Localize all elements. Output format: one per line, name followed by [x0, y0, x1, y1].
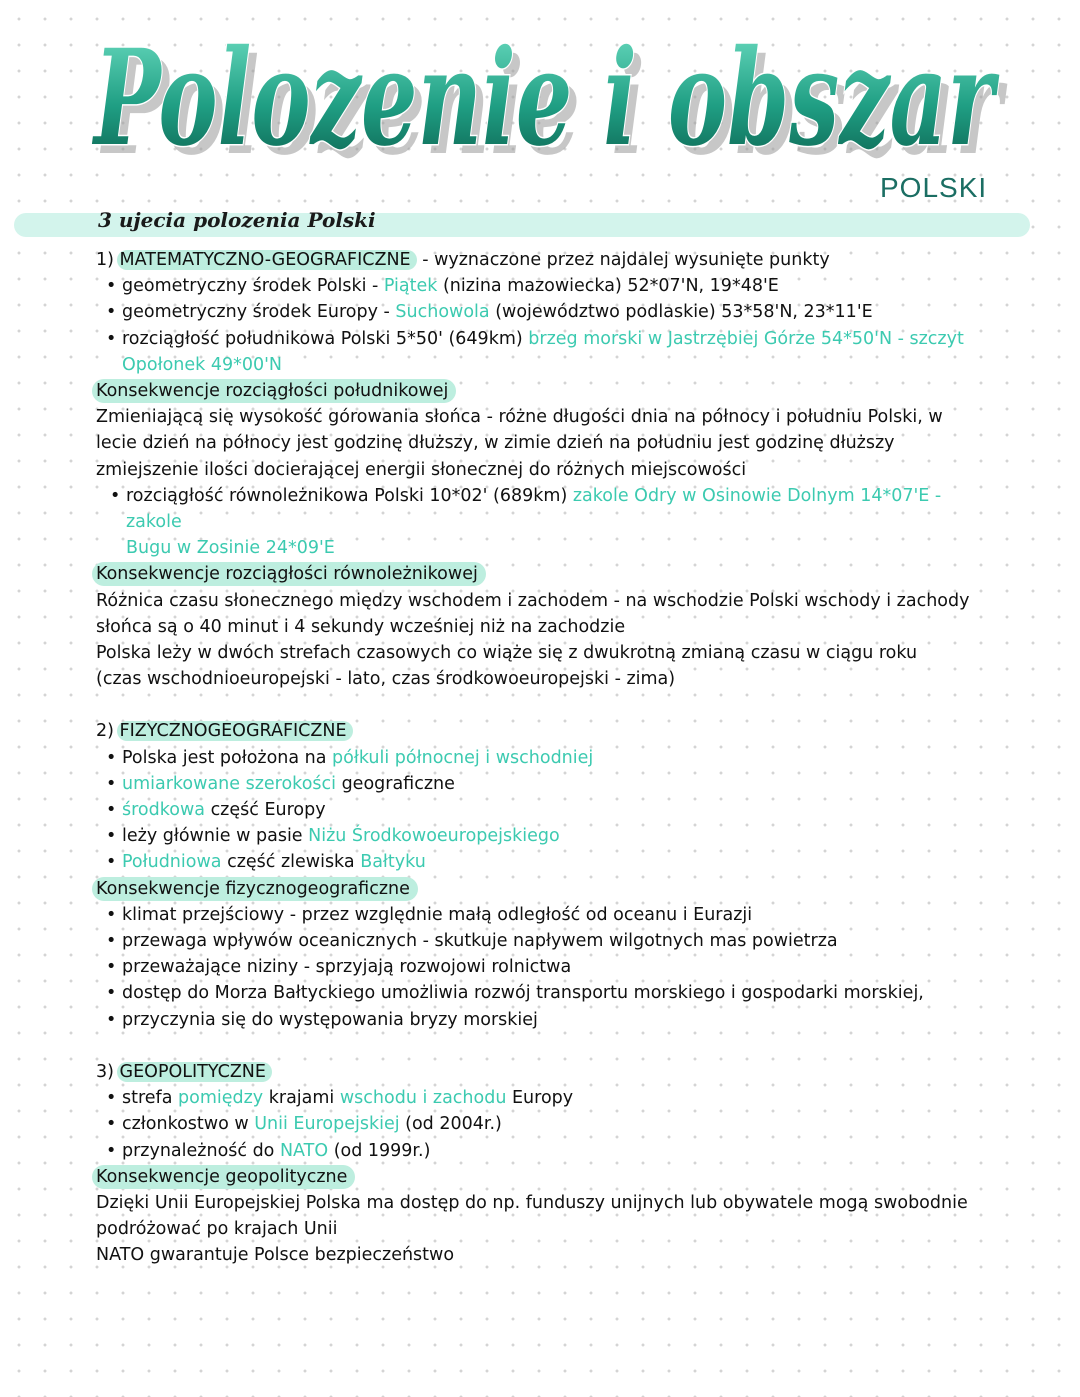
- consequences-heading: Konsekwencje rozciągłości południkowej: [92, 379, 456, 403]
- list-item: • Polska jest położona na półkuli północnej i wschodniej: [106, 745, 996, 771]
- paragraph-line: podróżować po krajach Unii: [96, 1219, 338, 1240]
- list-item: • przeważające niziny - sprzyjają rozwojowi rolnictwa: [106, 954, 996, 980]
- title-suffix: POLSKI: [880, 172, 988, 203]
- consequences-heading: Konsekwencje rozciągłości równoleżnikowej: [92, 562, 486, 586]
- notes-content: [96, 247, 996, 1269]
- list-item: • przynależność do NATO (od 1999r.): [106, 1138, 996, 1164]
- paragraph-line: zmiejszenie ilości docierającej energii słonecznej do różnych miejscowości: [96, 459, 747, 480]
- section-number: 2): [96, 721, 114, 742]
- consequences-heading: Konsekwencje fizycznogeograficzne: [92, 877, 418, 901]
- paragraph-line: Polska leży w dwóch strefach czasowych co wiąże się z dwukrotną zmianą czasu w ciągu roku: [96, 643, 918, 664]
- section-number: 1): [96, 250, 114, 270]
- paragraph-line: Zmieniającą się wysokość górowania słońca - różne długości dnia na północy i południu Polski, w: [96, 407, 943, 428]
- section-3-heading: GEOPOLITYCZNE: [117, 1062, 272, 1082]
- paragraph-line: lecie dzień na północy jest godzinę dłuższy, w zimie dzień na południu jest godzinę dłuższy: [96, 433, 895, 454]
- page-title-lettering: [78, 18, 1018, 208]
- section-3-list: [96, 1085, 996, 1164]
- consequences-heading: Konsekwencje geopolityczne: [92, 1165, 355, 1189]
- paragraph-line: NATO gwarantuje Polsce bezpieczeństwo: [96, 1245, 455, 1266]
- list-item: • Południowa część zlewiska Bałtyku: [106, 849, 996, 875]
- section-2-consequences-list: [96, 902, 996, 1033]
- section-1-list: [96, 273, 996, 378]
- list-item: • dostęp do Morza Bałtyckiego umożliwia rozwój transportu morskiego i gospodarki morskiej,: [106, 980, 996, 1006]
- page-title: [78, 18, 1018, 208]
- list-item: • rozciągłość południkowa Polski 5*50' (649km) brzeg morski w Jastrzębiej Górze 54*50'N - szczyt Opołonek 49*00'N: [106, 326, 996, 378]
- paragraph-line: słońca są o 40 minut i 4 sekundy wcześniej niż na zachodzie: [96, 616, 626, 637]
- section-2-heading-line: [96, 718, 996, 744]
- svg-text:Polozenie i obszar: Polozenie i obszar: [91, 21, 1000, 176]
- list-item: • rozciągłość równoleżnikowa Polski 10*02' (689km) zakole Odry w Osinowie Dolnym 14*07'E - zakole Bugu w Zosinie 24*09'E: [110, 483, 996, 562]
- paragraph-line: Różnica czasu słonecznego między wschodem i zachodem - na wschodzie Polski wschody i zachody: [96, 590, 970, 611]
- section-1-description: - wyznaczone przez najdalej wysunięte punkty: [416, 250, 830, 270]
- svg-text:Polozenie i obszar: Polozenie i obszar: [99, 30, 1008, 185]
- section-1-list-2: [96, 483, 996, 562]
- section-1-heading: MATEMATYCZNO-GEOGRAFICZNE: [117, 250, 417, 270]
- list-item: • geometryczny środek Polski - Piątek (nizina mazowiecka) 52*07'N, 19*48'E: [106, 273, 996, 299]
- list-item: • umiarkowane szerokości geograficzne: [106, 771, 996, 797]
- section-2-list: [96, 745, 996, 876]
- section-1-heading-line: [96, 247, 996, 273]
- subtitle: 3 ujecia polozenia Polski: [98, 208, 376, 232]
- list-item: • klimat przejściowy - przez względnie małą odległość od oceanu i Eurazji: [106, 902, 996, 928]
- list-item: • przyczynia się do występowania bryzy morskiej: [106, 1007, 996, 1033]
- paragraph-line: Dzięki Unii Europejskiej Polska ma dostęp do np. funduszy unijnych lub obywatele mogą swobodnie: [96, 1192, 968, 1213]
- list-item: • przewaga wpływów oceanicznych - skutkuje napływem wilgotnych mas powietrza: [106, 928, 996, 954]
- section-number: 3): [96, 1061, 114, 1082]
- section-3-heading-line: [96, 1059, 996, 1085]
- list-item: • członkostwo w Unii Europejskiej (od 2004r.): [106, 1111, 996, 1137]
- list-item: • leży głównie w pasie Niżu Środkowoeuropejskiego: [106, 823, 996, 849]
- list-item: • geometryczny środek Europy - Suchowola (województwo podlaskie) 53*58'N, 23*11'E: [106, 299, 996, 325]
- list-item: • środkowa część Europy: [106, 797, 996, 823]
- paragraph-line: (czas wschodnioeuropejski - lato, czas środkowoeuropejski - zima): [96, 669, 676, 690]
- list-item: • strefa pomiędzy krajami wschodu i zachodu Europy: [106, 1085, 996, 1111]
- section-2-heading: FIZYCZNOGEOGRAFICZNE: [117, 721, 353, 741]
